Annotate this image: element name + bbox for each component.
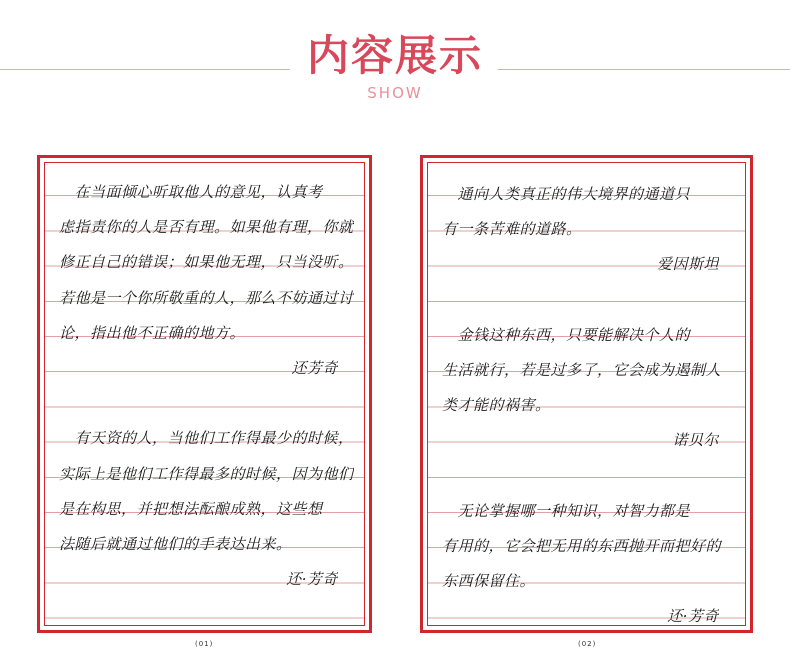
handwritten-line: 金钱这种东西，只要能解决个人的 — [442, 325, 691, 344]
handwritten-line: 通向人类真正的伟大境界的通道只 — [442, 185, 691, 203]
handwritten-line — [442, 283, 735, 317]
section-header — [0, 0, 790, 110]
ruled-paper — [427, 162, 746, 626]
handwritten-line: 虑指责你的人是否有理。如果他有理，你就 — [59, 218, 354, 237]
handwritten-line — [442, 459, 735, 493]
copybook-page-1 — [37, 155, 372, 633]
handwritten-line: 若他是一个你所敬重的人，那么不妨通过讨 — [59, 288, 354, 307]
handwritten-line: 修正自己的错误；如果他无理，只当没听。 — [59, 253, 354, 272]
quote-author: 爱因斯坦 — [656, 255, 719, 274]
section-subtitle: SHOW — [367, 84, 423, 102]
handwritten-line — [59, 386, 354, 420]
quote-author: 还·芳奇 — [286, 570, 338, 589]
copybook-page-2 — [420, 155, 753, 633]
handwritten-line: 无论掌握哪一种知识，对智力都是 — [442, 501, 691, 520]
quote-author: 还·芳奇 — [667, 607, 719, 626]
section-title: 内容展示 — [306, 31, 483, 80]
handwritten-line: 论，指出他不正确的地方。 — [59, 323, 246, 342]
quote-author: 还芳奇 — [291, 359, 338, 377]
page-number: (01) — [195, 640, 214, 648]
handwritten-line: 有一条苦难的道路。 — [442, 220, 582, 239]
handwritten-line: 在当面倾心听取他人的意见，认真考 — [59, 183, 323, 201]
handwritten-line: 有天资的人，当他们工作得最少的时候， — [59, 429, 354, 448]
handwritten-line: 类才能的祸害。 — [442, 396, 551, 415]
handwritten-line: 有用的，它会把无用的东西抛开而把好的 — [442, 537, 722, 555]
ruled-paper — [44, 162, 365, 626]
handwritten-line: 实际上是他们工作得最多的时候，因为他们 — [59, 464, 354, 483]
quote-author: 诺贝尔 — [672, 431, 719, 450]
page-number: (02) — [578, 640, 597, 648]
handwritten-line: 是在构思，并把想法酝酿成熟，这些想 — [59, 499, 323, 518]
handwritten-line: 东西保留住。 — [442, 572, 536, 591]
handwritten-line: 生活就行，若是过多了，它会成为遏制人 — [442, 361, 722, 379]
handwritten-line: 法随后就通过他们的手表达出来。 — [59, 535, 292, 553]
